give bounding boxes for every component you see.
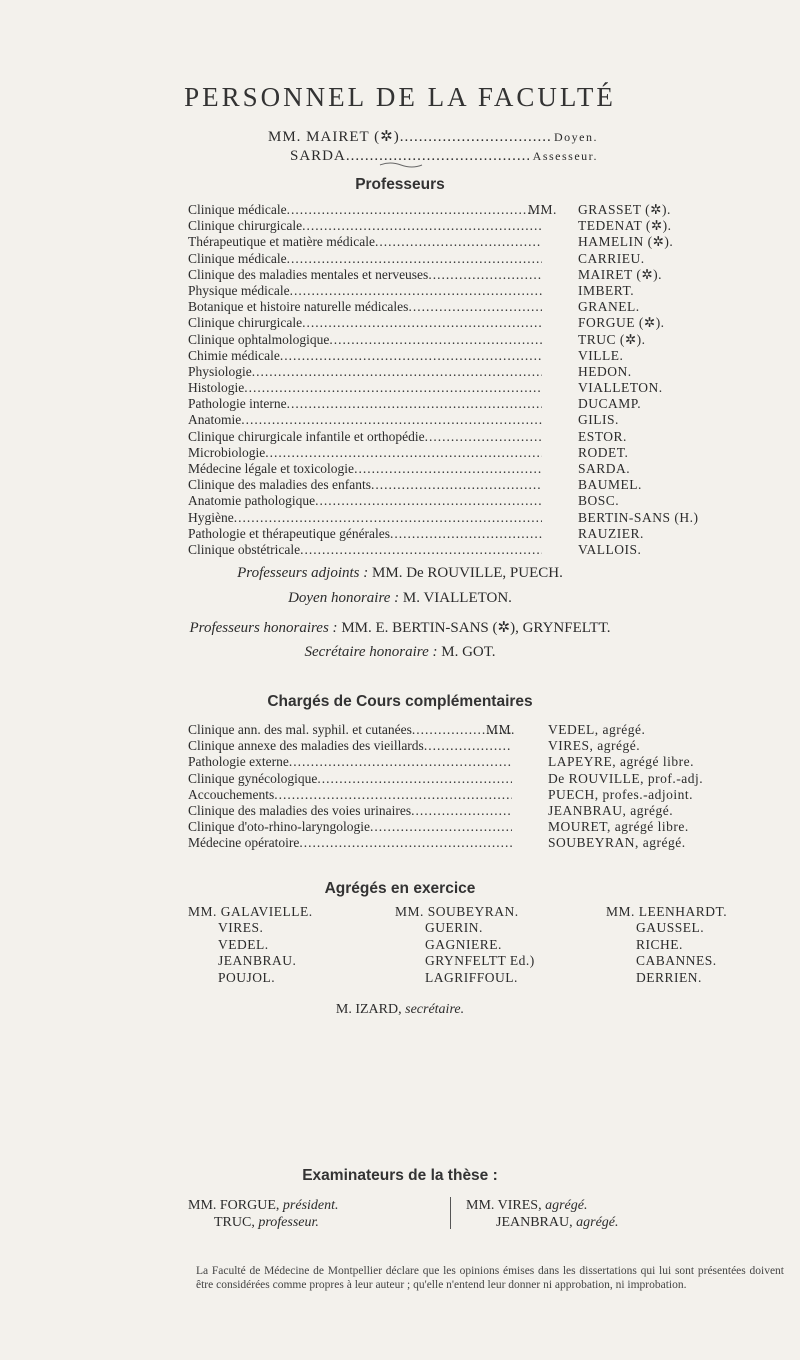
examinateur-name: MM. VIRES, — [466, 1198, 542, 1213]
list-item — [188, 283, 788, 299]
list-item — [188, 234, 788, 250]
course-subject: Pathologie et thérapeutique générales — [188, 525, 391, 541]
secretaire-names: M. GOT. — [441, 644, 496, 660]
agreges-heading: Agrégés en exercice — [324, 880, 476, 897]
course-subject: Médecine légale et toxicologie — [188, 461, 355, 476]
list-item — [188, 251, 788, 267]
course-subject: Clinique obstétricale — [188, 541, 301, 557]
list-item — [188, 526, 788, 542]
honoraires-names: MM. E. BERTIN-SANS (✲), GRYNFELTT. — [341, 620, 611, 636]
dean-block — [268, 128, 598, 166]
list-item — [188, 461, 788, 477]
divider-ornament — [378, 160, 424, 170]
professor-name: DUCAMP. — [578, 396, 642, 412]
agrege-name: VEDEL. — [218, 936, 269, 952]
course-subject: Hygiène — [188, 509, 234, 525]
professor-name: PUECH, profes.-adjoint. — [548, 786, 693, 802]
course-subject: Clinique ophtalmologique — [188, 331, 330, 347]
agrege-name: JEANBRAU. — [218, 953, 297, 969]
agreges-col-3 — [606, 904, 727, 986]
list-item — [188, 771, 792, 787]
professor-name: GRANEL. — [578, 299, 640, 315]
professor-name: ESTOR. — [578, 428, 627, 444]
examinateurs-right — [466, 1197, 619, 1231]
list-item — [188, 380, 788, 396]
charges-list — [188, 722, 792, 852]
course-subject: Clinique d'oto-rhino-laryngologie — [188, 819, 371, 835]
agrege-name: RICHE. — [636, 936, 683, 952]
course-subject: Clinique chirurgicale infantile et orthopédie — [188, 428, 425, 444]
agrege-name: MM. GALAVIELLE. — [188, 904, 313, 919]
professor-name: TRUC (✲). — [578, 331, 646, 347]
charges-mm: MM. — [486, 722, 515, 737]
course-subject: Pathologie interne — [188, 396, 287, 412]
agrege-name: LAGRIFFOUL. — [425, 969, 518, 985]
list-item — [188, 315, 788, 331]
list-item — [188, 299, 788, 315]
agreges-secretary-name: M. IZARD, — [335, 1002, 402, 1017]
professeurs-heading: Professeurs — [355, 176, 445, 193]
professor-name: CARRIEU. — [578, 250, 645, 266]
examinateur-row — [466, 1214, 619, 1231]
examinateurs-divider — [450, 1197, 451, 1229]
agreges-secretary-role: secrétaire. — [405, 1002, 465, 1017]
professor-name: BERTIN-SANS (H.) — [578, 509, 699, 525]
list-item — [188, 202, 788, 218]
agrege-name: DERRIEN. — [636, 969, 702, 985]
honoraires-label: Professeurs honoraires : — [189, 620, 338, 636]
adjoints-label: Professeurs adjoints : — [237, 565, 369, 581]
list-item — [188, 510, 788, 526]
course-subject: Physique médicale — [188, 282, 290, 298]
list-item — [188, 477, 788, 493]
secretaire-line — [0, 644, 800, 661]
professor-name: RODET. — [578, 444, 629, 460]
honoraires-line — [0, 618, 800, 637]
professor-name: VIALLETON. — [578, 380, 663, 396]
doyen-honoraire-label: Doyen honoraire : — [288, 590, 400, 606]
agrege-name: GAUSSEL. — [636, 920, 705, 936]
assessor-name: SARDA — [290, 148, 346, 164]
professor-name: GRASSET (✲). — [578, 202, 671, 217]
page-title: PERSONNEL DE LA FACULTÉ — [184, 82, 616, 112]
course-subject: Médecine opératoire — [188, 835, 300, 851]
list-item — [188, 754, 792, 770]
course-subject: Clinique annexe des maladies des vieillards — [188, 738, 424, 754]
professor-name: VEDEL, agrégé. — [548, 722, 646, 737]
course-subject: Clinique des maladies mentales et nerveuses — [188, 266, 429, 282]
agrege-name: VIRES. — [218, 920, 264, 936]
list-item — [188, 267, 788, 283]
dean-role: Doyen. — [554, 130, 598, 144]
examinateur-name: TRUC, — [214, 1215, 255, 1230]
course-subject: Clinique gynécologique — [188, 770, 318, 786]
professeurs-mm: MM. — [528, 202, 557, 217]
agrege-name: MM. SOUBEYRAN. — [395, 904, 519, 919]
list-item — [188, 332, 788, 348]
examinateur-role: agrégé. — [576, 1215, 619, 1230]
examinateur-row — [188, 1214, 339, 1231]
list-item — [188, 803, 792, 819]
course-subject: Anatomie — [188, 412, 242, 428]
professor-name: MAIRET (✲). — [578, 266, 663, 282]
list-item — [188, 218, 788, 234]
list-item — [188, 542, 788, 558]
professor-name: HAMELIN (✲). — [578, 234, 674, 250]
professor-name: VALLOIS. — [578, 541, 642, 557]
course-subject: Histologie — [188, 380, 245, 396]
professeurs-list — [188, 202, 788, 558]
professor-name: VIRES, agrégé. — [548, 738, 641, 754]
course-subject: Clinique ann. des mal. syphil. et cutanées — [188, 722, 412, 737]
professor-name: GILIS. — [578, 412, 619, 428]
course-subject: Accouchements — [188, 786, 275, 802]
dean-row — [268, 128, 598, 147]
professor-name: BAUMEL. — [578, 477, 642, 493]
doyen-honoraire-names: M. VIALLETON. — [402, 590, 512, 606]
professor-name: LAPEYRE, agrégé libre. — [548, 754, 694, 770]
examinateurs-left — [188, 1197, 339, 1231]
professor-name: SOUBEYRAN, agrégé. — [548, 835, 686, 851]
professor-name: BOSC. — [578, 493, 620, 509]
professor-name: De ROUVILLE, prof.-adj. — [548, 770, 704, 786]
examinateur-role: professeur. — [258, 1215, 319, 1230]
adjoints-line — [0, 565, 800, 582]
doyen-honoraire-line — [0, 590, 800, 607]
examinateur-name: JEANBRAU, — [496, 1215, 573, 1230]
examinateur-role: président. — [282, 1198, 339, 1213]
examinateur-row — [188, 1197, 339, 1214]
agrege-name: GUERIN. — [425, 920, 483, 936]
agreges-col-2 — [395, 904, 535, 986]
list-item — [188, 722, 792, 738]
list-item — [188, 445, 788, 461]
examinateur-name: MM. FORGUE, — [188, 1198, 280, 1213]
course-subject: Physiologie — [188, 363, 252, 379]
list-item — [188, 787, 792, 803]
professor-name: VILLE. — [578, 347, 624, 363]
list-item — [188, 412, 788, 428]
agreges-secretary — [0, 1002, 800, 1018]
disclaimer-text: La Faculté de Médecine de Montpellier déclare que les opinions émises dans les dissertations qui lui sont présentées doivent être considérées comme propres à leur auteur ; qu'elle n'entend leur donner ni approbation, ni improbation. — [196, 1265, 784, 1291]
examinateur-role: agrégé. — [545, 1198, 588, 1213]
list-item — [188, 348, 788, 364]
agrege-name: GAGNIERE. — [425, 936, 502, 952]
course-subject: Pathologie externe — [188, 754, 289, 770]
adjoints-names: MM. De ROUVILLE, PUECH. — [372, 565, 563, 581]
course-subject: Clinique chirurgicale — [188, 218, 303, 234]
course-subject: Clinique médicale — [188, 250, 287, 266]
list-item — [188, 364, 788, 380]
agrege-name: CABANNES. — [636, 953, 717, 969]
course-subject: Clinique des maladies des enfants — [188, 477, 371, 493]
agrege-name: GRYNFELTT Ed.) — [425, 953, 535, 969]
professor-name: FORGUE (✲). — [578, 315, 665, 331]
examinateurs-heading: Examinateurs de la thèse : — [302, 1167, 498, 1184]
course-subject: Thérapeutique et matière médicale — [188, 234, 376, 250]
secretaire-label: Secrétaire honoraire : — [304, 644, 438, 660]
professor-name: HEDON. — [578, 363, 632, 379]
professor-name: TEDENAT (✲). — [578, 218, 672, 234]
assessor-role: Assesseur. — [532, 149, 598, 163]
charges-heading: Chargés de Cours complémentaires — [267, 693, 533, 710]
list-item — [188, 493, 788, 509]
professor-name: MOURET, agrégé libre. — [548, 819, 689, 835]
professor-name: JEANBRAU, agrégé. — [548, 802, 674, 818]
agreges-col-1 — [188, 904, 313, 986]
list-item — [188, 738, 792, 754]
list-item — [188, 819, 792, 835]
list-item — [188, 396, 788, 412]
professor-name: IMBERT. — [578, 282, 635, 298]
professor-name: SARDA. — [578, 461, 631, 476]
agrege-name: POUJOL. — [218, 969, 276, 985]
course-subject: Clinique des maladies des voies urinaires — [188, 802, 412, 818]
course-subject: Botanique et histoire naturelle médicales — [188, 299, 409, 315]
course-subject: Clinique médicale — [188, 202, 287, 217]
course-subject: Microbiologie — [188, 444, 266, 460]
course-subject: Anatomie pathologique — [188, 493, 316, 509]
list-item — [188, 835, 792, 851]
dean-name: MM. MAIRET (✲) — [268, 129, 400, 145]
professor-name: RAUZIER. — [578, 525, 644, 541]
list-item — [188, 429, 788, 445]
examinateur-row — [466, 1197, 619, 1214]
assessor-row — [268, 147, 598, 166]
agrege-name: MM. LEENHARDT. — [606, 904, 728, 919]
course-subject: Chimie médicale — [188, 347, 280, 363]
course-subject: Clinique chirurgicale — [188, 315, 303, 331]
